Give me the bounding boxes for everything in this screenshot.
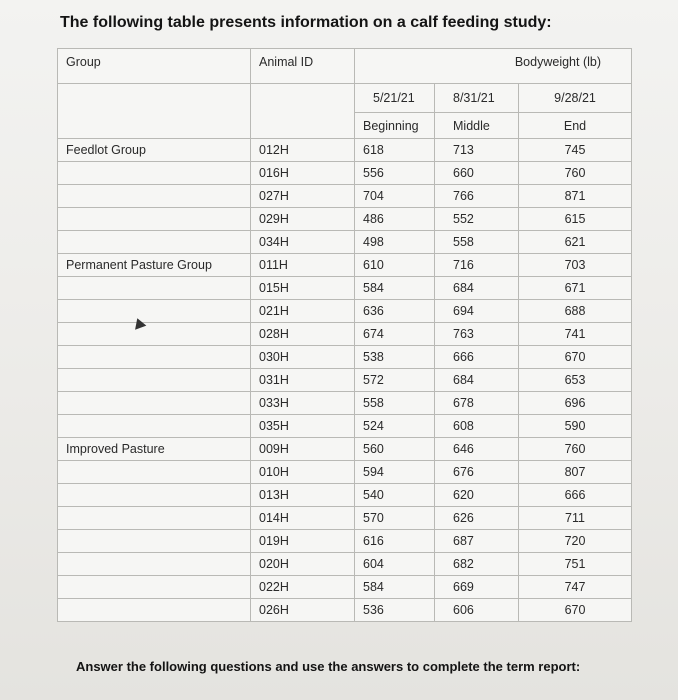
table-row — [58, 415, 632, 438]
group-cell — [58, 300, 251, 323]
beginning-weight-cell: 584 — [355, 277, 435, 300]
beginning-weight-cell: 604 — [355, 553, 435, 576]
group-cell — [58, 599, 251, 622]
beginning-weight-cell: 572 — [355, 369, 435, 392]
group-cell: Improved Pasture — [58, 438, 251, 461]
middle-weight-cell: 558 — [435, 231, 519, 254]
middle-weight-cell: 684 — [435, 277, 519, 300]
end-weight-cell: 871 — [519, 185, 632, 208]
animal-id-cell: 030H — [251, 346, 355, 369]
group-cell — [58, 162, 251, 185]
table-row — [58, 185, 632, 208]
middle-weight-cell: 646 — [435, 438, 519, 461]
beginning-weight-cell: 636 — [355, 300, 435, 323]
beginning-weight-cell: 538 — [355, 346, 435, 369]
group-cell — [58, 369, 251, 392]
group-cell — [58, 576, 251, 599]
end-weight-cell: 670 — [519, 599, 632, 622]
beginning-weight-cell: 618 — [355, 139, 435, 162]
group-cell — [58, 231, 251, 254]
beginning-weight-cell: 560 — [355, 438, 435, 461]
animal-id-cell: 028H — [251, 323, 355, 346]
table-row — [58, 346, 632, 369]
table-row — [58, 254, 632, 277]
table-row — [58, 461, 632, 484]
end-weight-cell: 741 — [519, 323, 632, 346]
animal-id-cell: 034H — [251, 231, 355, 254]
instructions-text: Answer the following questions and use the answers to complete the term report: — [76, 659, 581, 674]
animal-id-header: Animal ID — [251, 49, 355, 84]
group-cell: Permanent Pasture Group — [58, 254, 251, 277]
end-weight-cell: 653 — [519, 369, 632, 392]
beginning-weight-cell: 594 — [355, 461, 435, 484]
animal-id-cell: 021H — [251, 300, 355, 323]
middle-weight-cell: 608 — [435, 415, 519, 438]
calf-feeding-table — [57, 48, 632, 622]
middle-weight-cell: 678 — [435, 392, 519, 415]
table-row — [58, 369, 632, 392]
table-row — [58, 507, 632, 530]
end-weight-cell: 807 — [519, 461, 632, 484]
middle-weight-cell: 684 — [435, 369, 519, 392]
animal-id-cell: 011H — [251, 254, 355, 277]
middle-weight-cell: 763 — [435, 323, 519, 346]
end-weight-cell: 751 — [519, 553, 632, 576]
beginning-weight-cell: 616 — [355, 530, 435, 553]
group-cell — [58, 323, 251, 346]
end-weight-cell: 747 — [519, 576, 632, 599]
animal-id-cell: 033H — [251, 392, 355, 415]
middle-weight-cell: 676 — [435, 461, 519, 484]
middle-weight-cell: 694 — [435, 300, 519, 323]
animal-id-cell: 014H — [251, 507, 355, 530]
animal-id-cell: 022H — [251, 576, 355, 599]
stage-header: End — [519, 113, 632, 139]
middle-weight-cell: 606 — [435, 599, 519, 622]
end-weight-cell: 621 — [519, 231, 632, 254]
middle-weight-cell: 552 — [435, 208, 519, 231]
middle-weight-cell: 669 — [435, 576, 519, 599]
table-row — [58, 208, 632, 231]
beginning-weight-cell: 674 — [355, 323, 435, 346]
group-cell — [58, 208, 251, 231]
beginning-weight-cell: 704 — [355, 185, 435, 208]
animal-id-cell: 020H — [251, 553, 355, 576]
table-row — [58, 599, 632, 622]
end-weight-cell: 720 — [519, 530, 632, 553]
date-header: 9/28/21 — [519, 84, 632, 113]
group-cell — [58, 185, 251, 208]
middle-weight-cell: 660 — [435, 162, 519, 185]
group-cell — [58, 392, 251, 415]
animal-id-cell: 015H — [251, 277, 355, 300]
end-weight-cell: 671 — [519, 277, 632, 300]
blank-header-cell — [58, 84, 251, 139]
end-weight-cell: 711 — [519, 507, 632, 530]
date-header: 5/21/21 — [355, 84, 435, 113]
middle-weight-cell: 713 — [435, 139, 519, 162]
end-weight-cell: 670 — [519, 346, 632, 369]
middle-weight-cell: 687 — [435, 530, 519, 553]
beginning-weight-cell: 540 — [355, 484, 435, 507]
end-weight-cell: 696 — [519, 392, 632, 415]
animal-id-cell: 009H — [251, 438, 355, 461]
middle-weight-cell: 766 — [435, 185, 519, 208]
table-row — [58, 231, 632, 254]
animal-id-cell: 027H — [251, 185, 355, 208]
beginning-weight-cell: 524 — [355, 415, 435, 438]
animal-id-cell: 013H — [251, 484, 355, 507]
beginning-weight-cell: 536 — [355, 599, 435, 622]
animal-id-cell: 035H — [251, 415, 355, 438]
table-row — [58, 530, 632, 553]
middle-weight-cell: 682 — [435, 553, 519, 576]
group-cell — [58, 507, 251, 530]
table-row — [58, 392, 632, 415]
group-cell — [58, 277, 251, 300]
table-row — [58, 277, 632, 300]
table-row — [58, 139, 632, 162]
blank-header-cell — [251, 84, 355, 139]
table-caption: The following table presents information on a calf feeding study: — [60, 14, 552, 31]
middle-weight-cell: 716 — [435, 254, 519, 277]
animal-id-cell: 019H — [251, 530, 355, 553]
stage-header: Middle — [435, 113, 519, 139]
beginning-weight-cell: 610 — [355, 254, 435, 277]
end-weight-cell: 745 — [519, 139, 632, 162]
beginning-weight-cell: 558 — [355, 392, 435, 415]
group-cell — [58, 530, 251, 553]
end-weight-cell: 760 — [519, 162, 632, 185]
beginning-weight-cell: 486 — [355, 208, 435, 231]
table-row — [58, 553, 632, 576]
bodyweight-header: Bodyweight (lb) — [355, 49, 632, 84]
group-cell — [58, 484, 251, 507]
middle-weight-cell: 620 — [435, 484, 519, 507]
middle-weight-cell: 626 — [435, 507, 519, 530]
date-header-row — [58, 84, 632, 113]
animal-id-cell: 031H — [251, 369, 355, 392]
animal-id-cell: 029H — [251, 208, 355, 231]
beginning-weight-cell: 498 — [355, 231, 435, 254]
group-cell — [58, 553, 251, 576]
group-cell — [58, 415, 251, 438]
date-header: 8/31/21 — [435, 84, 519, 113]
table-row — [58, 162, 632, 185]
table-row — [58, 484, 632, 507]
end-weight-cell: 760 — [519, 438, 632, 461]
animal-id-cell: 010H — [251, 461, 355, 484]
header-row — [58, 49, 632, 84]
table-row — [58, 438, 632, 461]
animal-id-cell: 016H — [251, 162, 355, 185]
beginning-weight-cell: 584 — [355, 576, 435, 599]
end-weight-cell: 688 — [519, 300, 632, 323]
stage-header: Beginning — [355, 113, 435, 139]
table-row — [58, 576, 632, 599]
beginning-weight-cell: 570 — [355, 507, 435, 530]
animal-id-cell: 012H — [251, 139, 355, 162]
animal-id-cell: 026H — [251, 599, 355, 622]
end-weight-cell: 703 — [519, 254, 632, 277]
middle-weight-cell: 666 — [435, 346, 519, 369]
end-weight-cell: 590 — [519, 415, 632, 438]
group-cell — [58, 461, 251, 484]
beginning-weight-cell: 556 — [355, 162, 435, 185]
end-weight-cell: 666 — [519, 484, 632, 507]
group-cell — [58, 346, 251, 369]
group-header: Group — [58, 49, 251, 84]
end-weight-cell: 615 — [519, 208, 632, 231]
group-cell: Feedlot Group — [58, 139, 251, 162]
